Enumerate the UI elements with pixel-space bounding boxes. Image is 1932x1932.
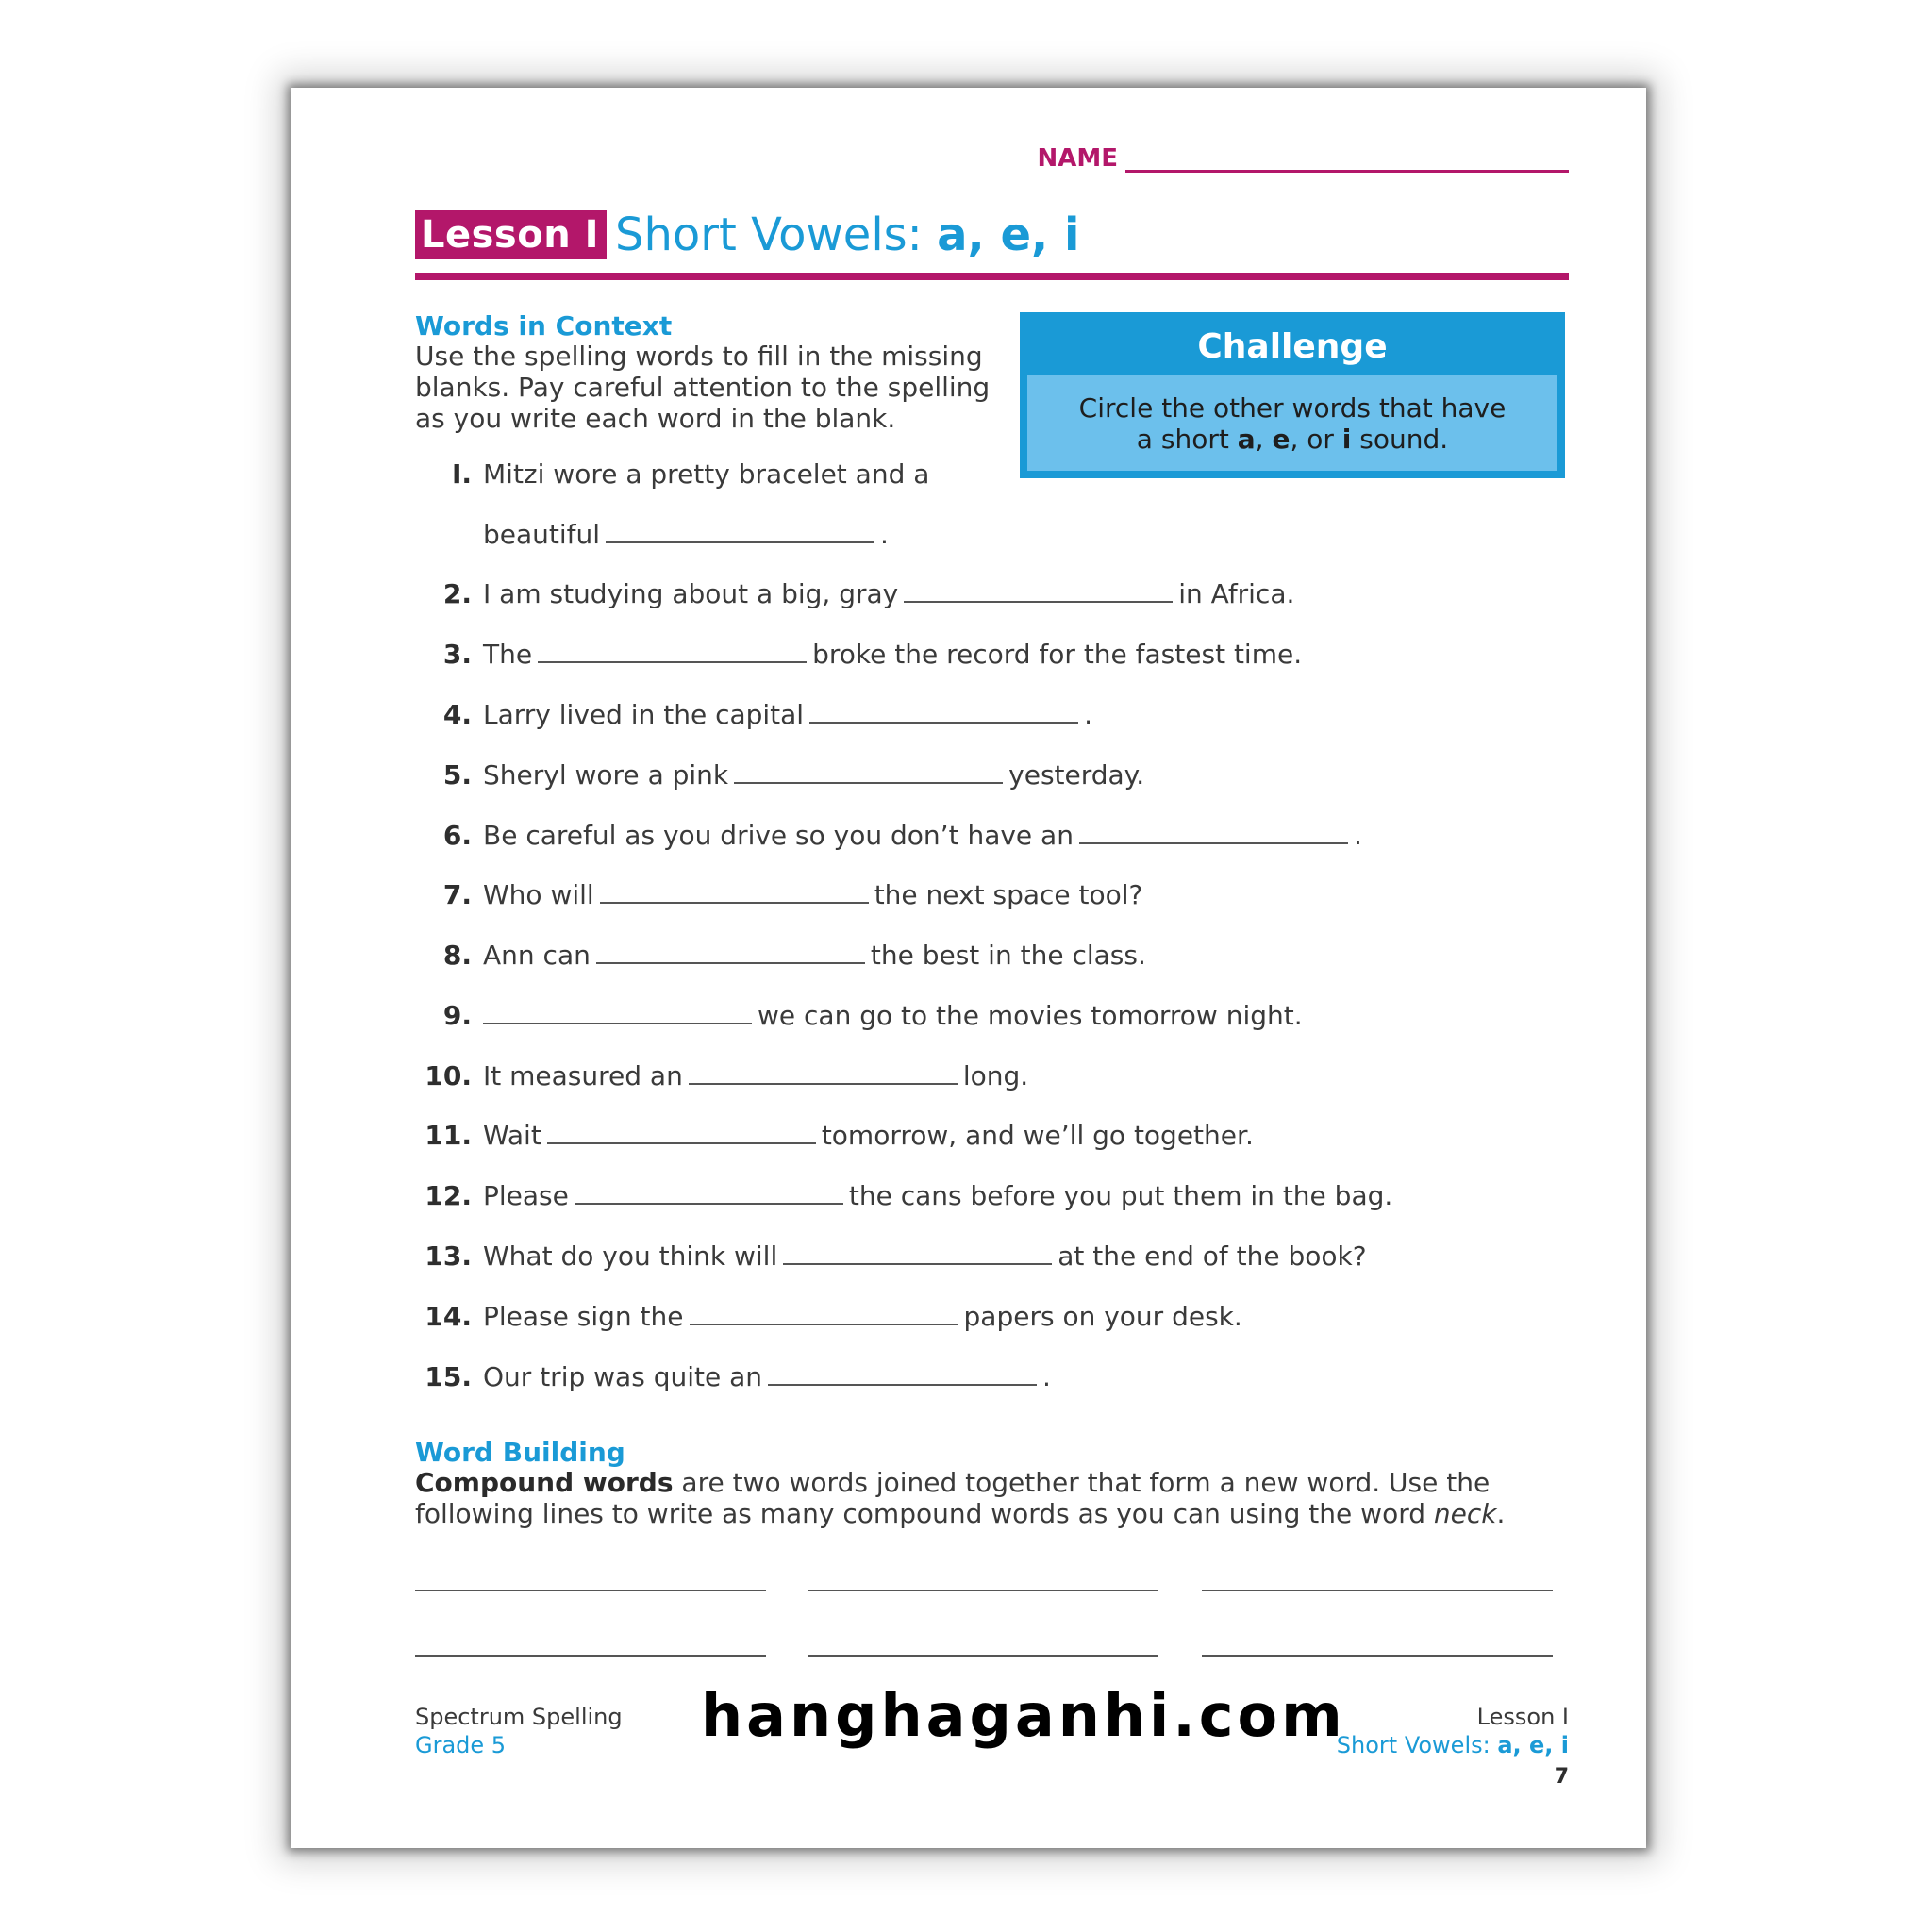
item-text: the best in the class. <box>870 940 1146 971</box>
answer-blank[interactable] <box>783 1239 1052 1265</box>
item-text: yesterday. <box>1008 759 1145 791</box>
item-text: long. <box>962 1060 1029 1091</box>
item-text: at the end of the book? <box>1058 1241 1367 1272</box>
exercise-item-12 <box>415 1177 1392 1215</box>
exercise-item-4 <box>415 696 1092 734</box>
exercise-item-3 <box>415 636 1302 674</box>
exercise-item-1 <box>415 456 929 493</box>
exercise-item-9 <box>415 997 1303 1035</box>
item-number: 9. <box>442 1000 472 1031</box>
name-line <box>1125 145 1569 173</box>
lesson-title-vowels: a, e, i <box>937 208 1080 261</box>
item-text: Ann can <box>483 940 591 971</box>
footer-lesson-title-prefix: Short Vowels: <box>1336 1732 1498 1758</box>
item-text: I am studying about a big, gray <box>483 578 899 609</box>
item-text: Our trip was quite an <box>483 1361 762 1392</box>
item-text: Mitzi wore a pretty bracelet and a <box>483 458 930 490</box>
item-number: 11. <box>425 1120 472 1151</box>
page-number: 7 <box>1554 1765 1569 1789</box>
item-text: It measured an <box>483 1060 683 1091</box>
word-building-sentence: . <box>1496 1498 1506 1529</box>
answer-blank[interactable] <box>768 1359 1037 1386</box>
word-building-line-2 <box>415 1498 1569 1529</box>
answer-blank[interactable] <box>483 998 752 1024</box>
compound-answer-line[interactable] <box>808 1655 1158 1657</box>
lesson-title <box>615 207 1079 263</box>
exercise-item-13 <box>415 1238 1367 1275</box>
answer-blank[interactable] <box>547 1118 816 1144</box>
footer-book-title: Spectrum Spelling <box>415 1704 623 1730</box>
lesson-title-prefix: Short Vowels: <box>615 208 938 261</box>
item-text: Be careful as you drive so you don’t have an <box>483 820 1074 851</box>
answer-blank[interactable] <box>1079 818 1348 844</box>
item-text: Wait <box>483 1120 541 1151</box>
exercise-item-7 <box>415 876 1142 914</box>
item-text: . <box>1042 1361 1051 1392</box>
exercise-item-1-continued <box>415 516 889 554</box>
item-text: Who will <box>483 879 594 910</box>
compound-answer-line[interactable] <box>1202 1655 1553 1657</box>
challenge-vowel: i <box>1341 424 1352 455</box>
answer-blank[interactable] <box>904 576 1173 603</box>
item-number: 3. <box>442 639 472 670</box>
answer-blank[interactable] <box>606 517 874 543</box>
answer-blank[interactable] <box>575 1178 843 1205</box>
answer-blank[interactable] <box>809 697 1078 724</box>
challenge-body <box>1027 375 1557 471</box>
challenge-vowel: a <box>1237 424 1256 455</box>
compound-answer-line[interactable] <box>415 1590 766 1591</box>
challenge-box <box>1020 312 1565 478</box>
watermark-text: hanghaganhi.com <box>701 1681 1346 1750</box>
word-building-heading: Word Building <box>415 1437 625 1468</box>
challenge-text: , or <box>1290 424 1342 455</box>
answer-blank[interactable] <box>734 758 1003 784</box>
challenge-line-1: Circle the other words that have <box>1078 392 1507 424</box>
footer-lesson-title-vowels: a, e, i <box>1497 1732 1569 1758</box>
intro-line: Use the spelling words to fill in the missing <box>415 341 983 372</box>
item-text: The <box>483 639 533 670</box>
intro-line: as you write each word in the blank. <box>415 403 896 434</box>
item-text: the cans before you put them in the bag. <box>848 1180 1393 1211</box>
answer-blank[interactable] <box>690 1299 958 1325</box>
worksheet-page <box>291 88 1646 1848</box>
item-text: . <box>880 519 889 550</box>
item-number: I. <box>451 458 472 490</box>
item-text: Sheryl wore a pink <box>483 759 729 791</box>
challenge-text: , <box>1255 424 1273 455</box>
item-text: . <box>1353 820 1362 851</box>
item-number: 6. <box>442 820 472 851</box>
compound-answer-line[interactable] <box>808 1590 1158 1591</box>
exercise-item-10 <box>415 1058 1028 1095</box>
words-in-context-heading: Words in Context <box>415 310 673 341</box>
item-number: 4. <box>442 699 472 730</box>
word-building-sentence: are two words joined together that form a new word. Use the <box>673 1467 1491 1498</box>
item-number: 2. <box>442 578 472 609</box>
word-building-line-1 <box>415 1467 1569 1498</box>
exercise-item-2 <box>415 575 1294 613</box>
footer-lesson: Lesson I <box>1476 1704 1569 1730</box>
name-label: NAME <box>1037 144 1118 173</box>
footer-right <box>1337 1703 1569 1759</box>
item-text: papers on your desk. <box>963 1301 1242 1332</box>
item-text: tomorrow, and we’ll go together. <box>821 1120 1254 1151</box>
exercise-item-8 <box>415 937 1146 974</box>
words-in-context-intro <box>415 341 1000 434</box>
item-number: 12. <box>425 1180 472 1211</box>
item-number: 8. <box>442 940 472 971</box>
item-number: 15. <box>425 1361 472 1392</box>
item-text: the next space tool? <box>874 879 1143 910</box>
compound-answer-line[interactable] <box>1202 1590 1553 1591</box>
footer-grade: Grade 5 <box>415 1732 507 1758</box>
exercise-item-6 <box>415 817 1362 855</box>
challenge-text: a short <box>1136 424 1238 455</box>
answer-blank[interactable] <box>538 637 807 663</box>
exercise-item-11 <box>415 1117 1254 1155</box>
item-number: 14. <box>425 1301 472 1332</box>
footer-lesson-title <box>1337 1731 1569 1759</box>
item-number: 10. <box>425 1060 472 1091</box>
challenge-line-2 <box>1027 424 1557 455</box>
challenge-text: sound. <box>1351 424 1449 455</box>
item-text: in Africa. <box>1178 578 1295 609</box>
exercise-item-15 <box>415 1358 1051 1396</box>
item-text: Please sign the <box>483 1301 684 1332</box>
intro-line: blanks. Pay careful attention to the spelling <box>415 372 991 403</box>
item-number: 7. <box>442 879 472 910</box>
exercise-item-5 <box>415 757 1144 794</box>
answer-blank[interactable] <box>600 877 869 904</box>
footer-left <box>415 1703 623 1759</box>
item-text: What do you think will <box>483 1241 778 1272</box>
item-text: Please <box>483 1180 569 1211</box>
item-number: 13. <box>425 1241 472 1272</box>
item-text: . <box>1084 699 1092 730</box>
page-content <box>415 88 1569 1848</box>
name-field-row <box>1037 144 1569 173</box>
item-text: we can go to the movies tomorrow night. <box>758 1000 1303 1031</box>
item-text: beautiful <box>483 519 601 550</box>
lesson-badge: Lesson I <box>415 210 607 259</box>
word-building-sentence: following lines to write as many compound words as you can using the word <box>415 1498 1434 1529</box>
word-building-text <box>415 1467 1569 1529</box>
bold-term: Compound words <box>415 1467 674 1498</box>
italic-word: neck <box>1433 1498 1497 1529</box>
item-number: 5. <box>442 759 472 791</box>
item-text: broke the record for the fastest time. <box>812 639 1303 670</box>
compound-answer-line[interactable] <box>415 1655 766 1657</box>
answer-blank[interactable] <box>689 1058 958 1085</box>
lesson-header <box>415 210 1569 280</box>
challenge-vowel: e <box>1272 424 1291 455</box>
answer-blank[interactable] <box>596 938 865 964</box>
challenge-title: Challenge <box>1197 327 1388 366</box>
item-text: Larry lived in the capital <box>483 699 805 730</box>
exercise-item-14 <box>415 1298 1242 1336</box>
